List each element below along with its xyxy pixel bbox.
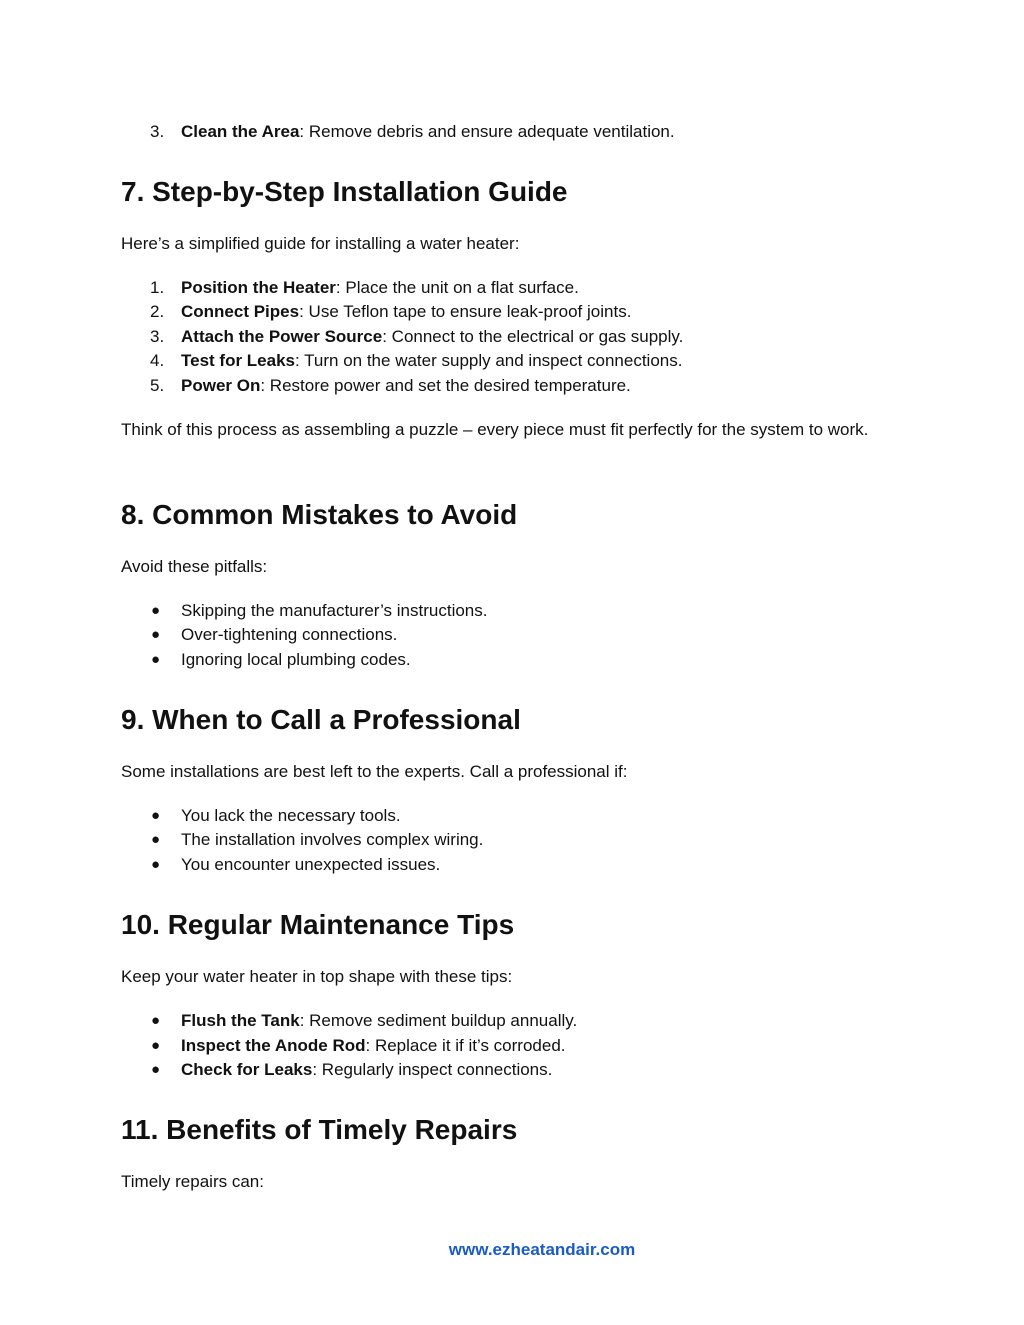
paragraph: Some installations are best left to the experts. Call a professional if: <box>121 762 628 781</box>
bullet-icon: ● <box>151 602 161 619</box>
list-item-text: Connect Pipes: Use Teflon tape to ensure leak-proof joints. <box>181 302 632 321</box>
list-number: 3. <box>150 327 165 346</box>
list-item-text: Flush the Tank: Remove sediment buildup annually. <box>181 1011 578 1030</box>
list-item-text: Over-tightening connections. <box>181 625 398 644</box>
list-item-text: You lack the necessary tools. <box>181 806 401 825</box>
list-item-text: Inspect the Anode Rod: Replace it if it’s corroded. <box>181 1036 566 1055</box>
list-number: 1. <box>150 278 165 297</box>
list-item-bold: Clean the Area <box>181 122 300 141</box>
list-item-text: Ignoring local plumbing codes. <box>181 650 411 669</box>
footer-website-link[interactable]: www.ezheatandair.com <box>448 1240 636 1259</box>
bullet-icon: ● <box>151 807 161 824</box>
paragraph: Keep your water heater in top shape with these tips: <box>121 967 513 986</box>
list-item-text: The installation involves complex wiring. <box>181 830 484 849</box>
section-heading: 8. Common Mistakes to Avoid <box>121 499 518 530</box>
paragraph: Avoid these pitfalls: <box>121 557 268 576</box>
list-item-text: You encounter unexpected issues. <box>181 855 441 874</box>
list-number: 3. <box>150 122 165 141</box>
bullet-icon: ● <box>151 1012 161 1029</box>
section-heading: 9. When to Call a Professional <box>121 704 521 735</box>
list-item-text: Skipping the manufacturer’s instructions. <box>181 601 488 620</box>
section-heading: 11. Benefits of Timely Repairs <box>121 1114 518 1145</box>
section-heading: 7. Step-by-Step Installation Guide <box>121 176 568 207</box>
list-item-text: Attach the Power Source: Connect to the electrical or gas supply. <box>181 327 684 346</box>
list-item-text: Position the Heater: Place the unit on a flat surface. <box>181 278 579 297</box>
list-item-text: Power On: Restore power and set the desired temperature. <box>181 376 631 395</box>
bullet-icon: ● <box>151 856 161 873</box>
bullet-icon: ● <box>151 831 161 848</box>
bullet-icon: ● <box>151 1037 161 1054</box>
list-number: 4. <box>150 351 165 370</box>
section-heading: 10. Regular Maintenance Tips <box>121 909 515 940</box>
list-number: 5. <box>150 376 165 395</box>
list-item-text: Check for Leaks: Regularly inspect connections. <box>181 1060 553 1079</box>
paragraph: Think of this process as assembling a puzzle – every piece must fit perfectly for the system to work. <box>121 420 869 439</box>
list-number: 2. <box>150 302 165 321</box>
list-item-text: Clean the Area: Remove debris and ensure adequate ventilation. <box>181 122 675 141</box>
paragraph: Here’s a simplified guide for installing a water heater: <box>121 234 520 253</box>
bullet-icon: ● <box>151 651 161 668</box>
list-item-text: Test for Leaks: Turn on the water supply and inspect connections. <box>181 351 683 370</box>
paragraph: Timely repairs can: <box>121 1172 264 1191</box>
bullet-icon: ● <box>151 1061 161 1078</box>
bullet-icon: ● <box>151 626 161 643</box>
